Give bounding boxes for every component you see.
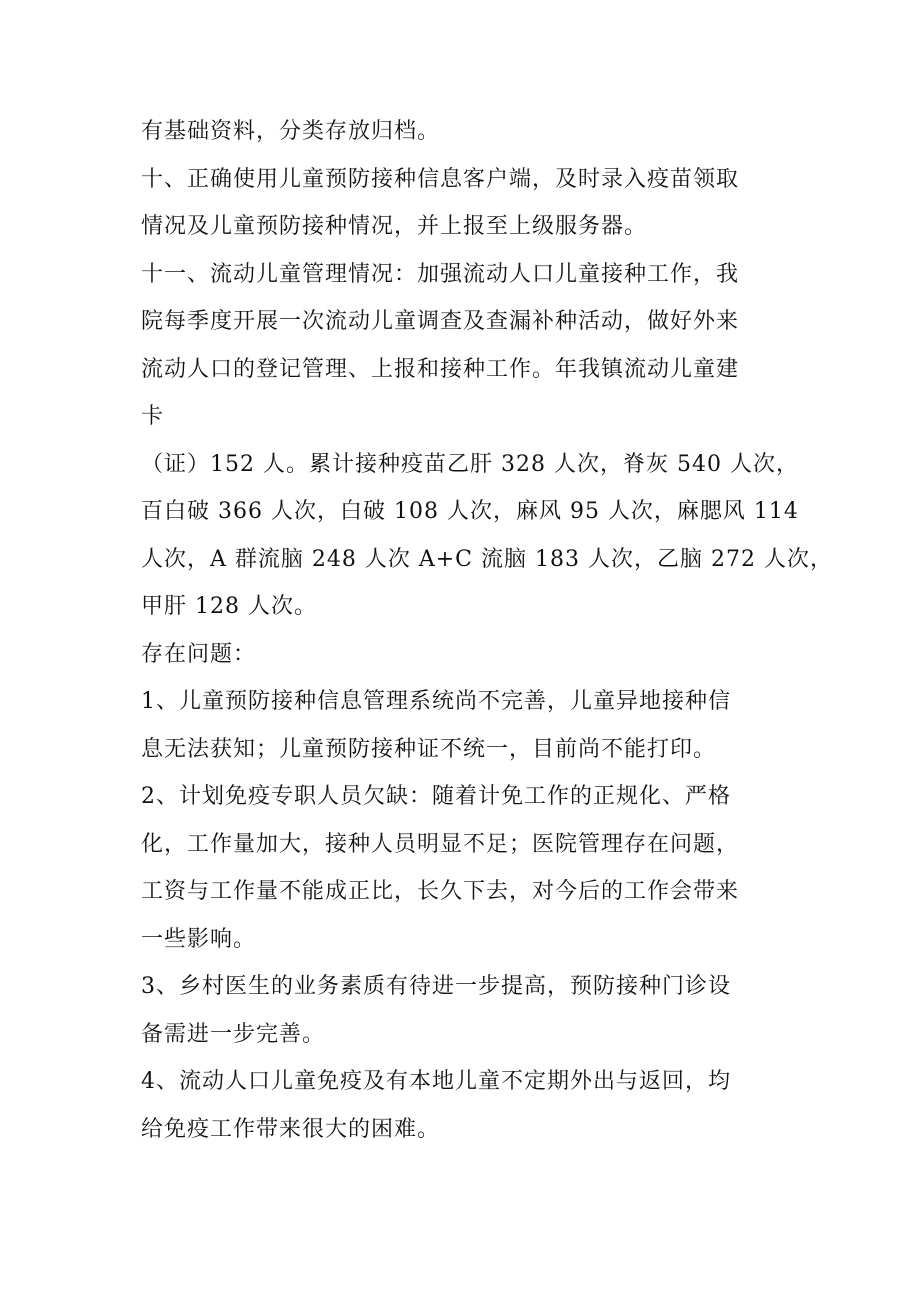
text-line-8: （证）152 人。累计接种疫苗乙肝 328 人次，脊灰 540 人次， [141,451,799,477]
text-line-19: 3、乡村医生的业务素质有待进一步提高，预防接种门诊设 [141,974,731,999]
text-line-6: 流动人口的登记管理、上报和接种工作。年我镇流动儿童建 [141,356,740,382]
text-line-14: 息无法获知；儿童预防接种证不统一，目前尚不能打印。 [141,736,717,762]
text-line-11: 甲肝 128 人次。 [141,594,317,619]
text-line-22: 给免疫工作带来很大的困难。 [141,1116,441,1142]
text-line-18: 一些影响。 [141,926,257,952]
text-line-17: 工资与工作量不能成正比，长久下去，对今后的工作会带来 [141,879,740,904]
text-line-2: 十、正确使用儿童预防接种信息客户端，及时录入疫苗领取 [141,166,740,192]
text-line-10: 人次，A 群流脑 248 人次 A+C 流脑 183 人次，乙脑 272 人次， [141,546,833,572]
text-line-20: 备需进一步完善。 [141,1021,326,1047]
text-line-13: 1、儿童预防接种信息管理系统尚不完善，儿童异地接种信 [141,689,731,714]
text-line-7: 卡 [141,404,165,429]
text-line-15: 2、计划免疫专职人员欠缺：随着计免工作的正规化、严格 [141,784,731,809]
text-line-21: 4、流动人口儿童免疫及有本地儿童不定期外出与返回，均 [141,1069,731,1094]
text-line-9: 百白破 366 人次，白破 108 人次，麻风 95 人次，麻腮风 114 [141,499,799,524]
document-body [141,108,833,1153]
text-line-1: 有基础资料，分类存放归档。 [141,119,441,144]
text-line-4: 十一、流动儿童管理情况：加强流动人口儿童接种工作，我 [141,261,740,287]
text-line-3: 情况及儿童预防接种情况，并上报至上级服务器。 [141,214,648,239]
text-line-16: 化，工作量加大，接种人员明显不足；医院管理存在问题， [141,831,740,857]
section-heading-problems: 存在问题： [141,641,257,667]
text-line-5: 院每季度开展一次流动儿童调查及查漏补种活动，做好外来 [141,309,740,334]
